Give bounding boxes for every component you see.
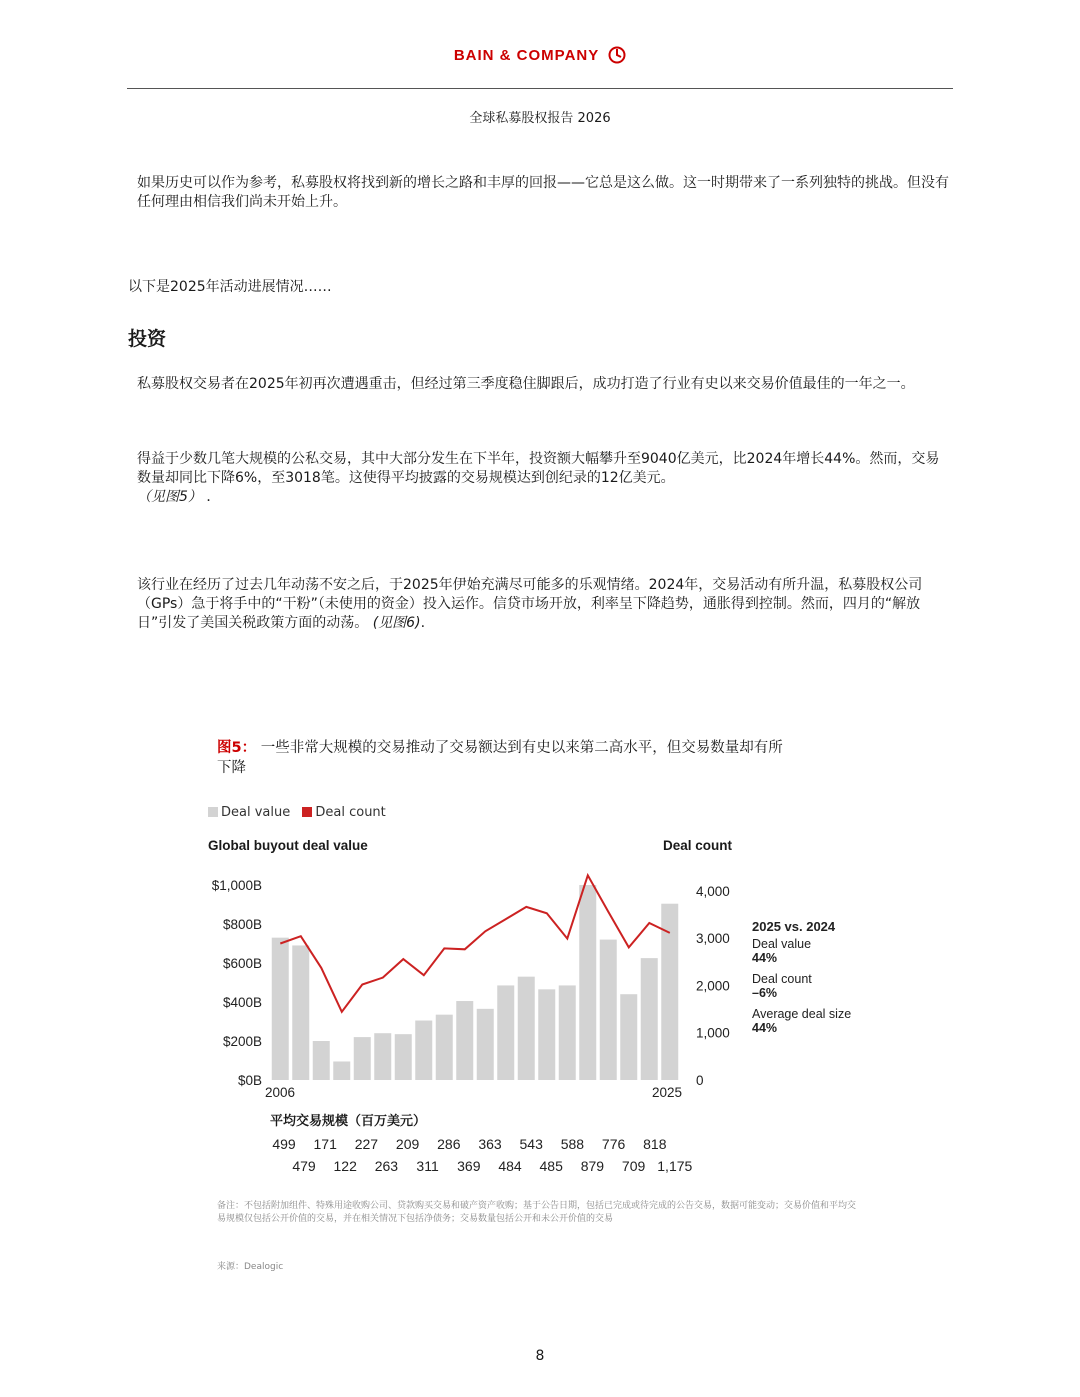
deal-value-bar (518, 977, 535, 1080)
legend-label-deal-count: Deal count (315, 805, 386, 820)
figure-title (217, 738, 787, 778)
deal-value-bar (538, 989, 555, 1080)
right-axis-tick-label: 1,000 (696, 1025, 730, 1041)
lead-line: 以下是2025年活动进展情况…… (128, 279, 332, 295)
deal-value-bar (313, 1041, 330, 1080)
avg-size-value: 122 (333, 1158, 357, 1174)
paragraph-1: 私募股权交易者在2025年初再次遭遇重击，但经过第三季度稳住脚跟后，成功打造了行业有史以来交易价值最佳的一年之一。 (137, 376, 915, 392)
comparison-avg-size-label: Average deal size (752, 1007, 852, 1021)
avg-size-value: 543 (519, 1136, 543, 1152)
deal-value-bar (620, 994, 637, 1080)
avg-size-value: 263 (374, 1158, 399, 1174)
avg-size-value: 369 (457, 1158, 481, 1174)
brand-logo (0, 46, 1080, 64)
avg-size-row-1 (0, 1136, 1080, 1156)
legend-swatch-deal-count (302, 807, 312, 817)
figure-note: 备注：不包括附加组件、特殊用途收购公司、贷款购买交易和破产资产收购；基于公告日期，包括已完成或待完成的公告交易，数据可能变动；交易价值和平均交易规模仅包括公开价值的交易，并在相关情况下包括净债务；交易数量包括公开和未公开价值的交易 (217, 1201, 857, 1224)
deal-value-bar (641, 958, 658, 1080)
avg-size-value: 499 (272, 1136, 296, 1152)
section-heading: 投资 (128, 328, 167, 350)
comparison-deal-count-label: Deal count (752, 972, 812, 986)
right-axis-title: Deal count (663, 838, 733, 853)
deal-value-bar (395, 1034, 412, 1080)
paragraph-2-end: ． (206, 489, 221, 505)
deal-value-bar (374, 1033, 391, 1080)
avg-size-value: 286 (437, 1136, 461, 1152)
document-title: 全球私募股权报告 2026 (469, 111, 611, 126)
avg-size-value: 588 (560, 1136, 585, 1152)
deal-value-bars (272, 885, 679, 1080)
paragraph-3-text: 该行业在经历了过去几年动荡不安之后，于2025年伊始充满尽可能多的乐观情绪。2024年，交易活动有所升温，私募股权公司（GPs）急于将手中的“干粉”（未使用的资金）投入运作。信贷市场开放，利率呈下降趋势，通胀得到控制。然而，四月的“解放日”引发了美国关税政策方面的动荡。 (137, 577, 923, 631)
deal-value-bar (436, 1015, 453, 1080)
avg-size-title: 平均交易规模（百万美元） (270, 1114, 427, 1129)
figure-6-reference[interactable]: (见图6) (372, 615, 421, 631)
right-axis-tick-label: 3,000 (696, 931, 730, 947)
avg-size-value: 209 (395, 1136, 420, 1152)
avg-size-value: 818 (643, 1136, 667, 1152)
right-axis-tick-label: 0 (696, 1073, 704, 1088)
left-axis-tick-label: $0B (237, 1073, 262, 1088)
avg-size-row-2 (0, 1158, 1080, 1178)
deal-value-bar (292, 945, 309, 1080)
comparison-deal-value-label: Deal value (752, 937, 812, 951)
intro-paragraph: 如果历史可以作为参考，私募股权将找到新的增长之路和丰厚的回报——它总是这么做。这一时期带来了一系列独特的挑战。但没有任何理由相信我们尚未开始上升。 (137, 175, 949, 210)
left-axis-title: Global buyout deal value (208, 838, 368, 853)
avg-size-value: 484 (498, 1158, 522, 1174)
comparison-deal-count: –6% (752, 986, 778, 1000)
figure-5-reference[interactable]: （见图5） (137, 489, 202, 505)
right-axis-ticks (696, 884, 730, 1088)
deal-value-bar (456, 1001, 473, 1080)
buyout-deal-chart (200, 870, 730, 1100)
avg-size-value: 879 (580, 1158, 605, 1174)
left-axis-tick-label: $800B (222, 917, 262, 932)
legend-swatch-deal-value (208, 807, 218, 817)
left-axis-tick-label: $600B (222, 956, 262, 971)
right-axis-tick-label: 4,000 (696, 883, 730, 899)
left-axis-tick-label: $200B (222, 1034, 262, 1049)
deal-value-bar (272, 938, 289, 1080)
comparison-panel (752, 920, 851, 1035)
avg-size-value: 485 (539, 1158, 563, 1174)
avg-size-value: 479 (292, 1158, 316, 1174)
legend-label-deal-value: Deal value (221, 805, 291, 820)
x-axis-tick-label: 2025 (651, 1085, 682, 1100)
x-axis-ticks (265, 1085, 682, 1100)
bain-compass-icon (608, 46, 626, 64)
legend-deal-count (302, 805, 385, 820)
deal-value-bar (559, 985, 576, 1080)
deal-value-bar (600, 940, 617, 1080)
deal-value-bar (354, 1037, 371, 1080)
avg-size-value: 1,175 (657, 1158, 693, 1174)
avg-size-value: 709 (621, 1158, 646, 1174)
figure-source: 来源：Dealogic (217, 1262, 284, 1272)
left-axis-tick-label: $400B (222, 995, 262, 1010)
x-axis-tick-label: 2006 (265, 1085, 296, 1100)
paragraph-2-text: 得益于少数几笔大规模的公私交易，其中大部分发生在下半年，投资额大幅攀升至9040亿美元，比2024年增长44%。然而，交易数量却同比下降6%，至3018笔。这使得平均披露的交易规模达到创纪录的12亿美元。 (137, 451, 940, 486)
comparison-avg-size: 44% (752, 1021, 778, 1035)
chart-legend (208, 805, 394, 820)
avg-size-value: 776 (601, 1136, 626, 1152)
header-divider (127, 88, 953, 89)
comparison-heading: 2025 vs. 2024 (752, 919, 836, 934)
paragraph-3-end: . (420, 615, 426, 631)
deal-value-bar (497, 985, 514, 1080)
page-number: 8 (535, 1348, 545, 1364)
paragraph-3 (137, 576, 945, 633)
avg-size-value: 227 (354, 1136, 379, 1152)
figure-caption: 一些非常大规模的交易推动了交易额达到有史以来第二高水平，但交易数量却有所下降 (217, 740, 783, 776)
left-axis-ticks (212, 878, 262, 1088)
left-axis-tick-label: $1,000B (211, 878, 262, 893)
figure-number: 图5： (217, 740, 257, 756)
avg-size-value: 363 (478, 1136, 502, 1152)
legend-deal-value (208, 805, 294, 820)
brand-name: BAIN & COMPANY (453, 47, 599, 64)
right-axis-tick-label: 2,000 (696, 978, 730, 994)
deal-value-bar (477, 1009, 494, 1080)
deal-value-bar (333, 1061, 350, 1080)
avg-size-value: 311 (416, 1158, 439, 1174)
paragraph-2 (137, 450, 952, 507)
deal-value-bar (579, 885, 596, 1080)
deal-value-bar (415, 1021, 432, 1080)
avg-size-value: 171 (313, 1136, 337, 1152)
comparison-deal-value: 44% (752, 951, 778, 965)
